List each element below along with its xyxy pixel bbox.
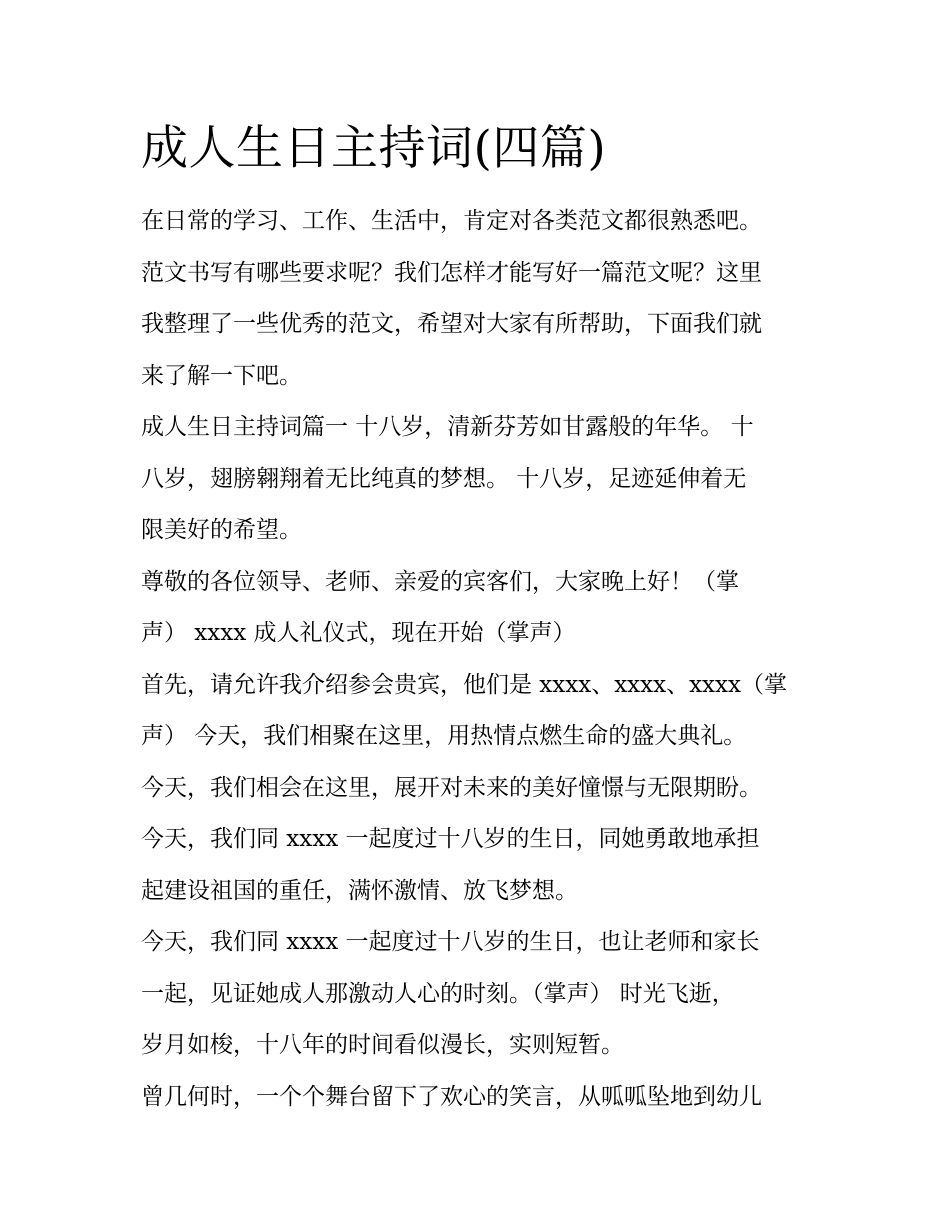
text-line: 岁月如梭，十八年的时间看似漫长，实则短暂。 [141,1032,624,1058]
text-line: 成人生日主持词篇一 十八岁，清新芬芳如甘露般的年华。 十 [141,414,754,440]
text-line: 我整理了一些优秀的范文，希望对大家有所帮助，下面我们就 [141,311,762,337]
paragraph-section-one-opening [141,402,821,557]
document-body [141,196,821,1123]
paragraph-intro [141,196,821,402]
paragraph-guests [141,660,821,763]
text-line: 一起，见证她成人那激动人心的时刻。（掌声） 时光飞逝， [141,980,735,1007]
text-line: 首先，请允许我介绍参会贵宾，他们是 xxxx、xxxx、xxxx（掌 [141,671,787,698]
text-line: 今天，我们同 xxxx 一起度过十八岁的生日，同她勇敢地承担 [141,826,760,852]
text-line: 曾几何时，一个个舞台留下了欢心的笑言，从呱呱坠地到幼儿 [141,1083,762,1110]
text-line: 起建设祖国的重任，满怀激情、放飞梦想。 [141,877,578,904]
paragraph-greeting [141,557,821,660]
paragraph-birthday-witness [141,917,821,1072]
paragraph-birthday-responsibility [141,814,821,917]
text-line: 声） xxxx 成人礼仪式，现在开始（掌声） [141,620,576,646]
text-line: 八岁，翅膀翱翔着无比纯真的梦想。 十八岁，足迹延伸着无 [141,465,747,492]
text-line: 来了解一下吧。 [141,362,302,389]
paragraph-future [141,763,821,815]
text-line: 范文书写有哪些要求呢？我们怎样才能写好一篇范文呢？这里 [141,259,762,286]
document-title: 成人生日主持词(四篇) [141,121,607,176]
text-line: 声） 今天，我们相聚在这里，用热情点燃生命的盛大典礼。 [141,723,747,749]
document-page [141,112,821,1123]
text-line: 限美好的希望。 [141,517,302,543]
text-line: 尊敬的各位领导、老师、亲爱的宾客们，大家晚上好！（掌 [141,568,739,595]
text-line: 在日常的学习、工作、生活中，肯定对各类范文都很熟悉吧。 [141,208,762,234]
text-line: 今天，我们相会在这里，展开对未来的美好憧憬与无限期盼。 [141,774,762,801]
text-line: 今天，我们同 xxxx 一起度过十八岁的生日，也让老师和家长 [141,929,760,955]
paragraph-memories [141,1072,821,1124]
